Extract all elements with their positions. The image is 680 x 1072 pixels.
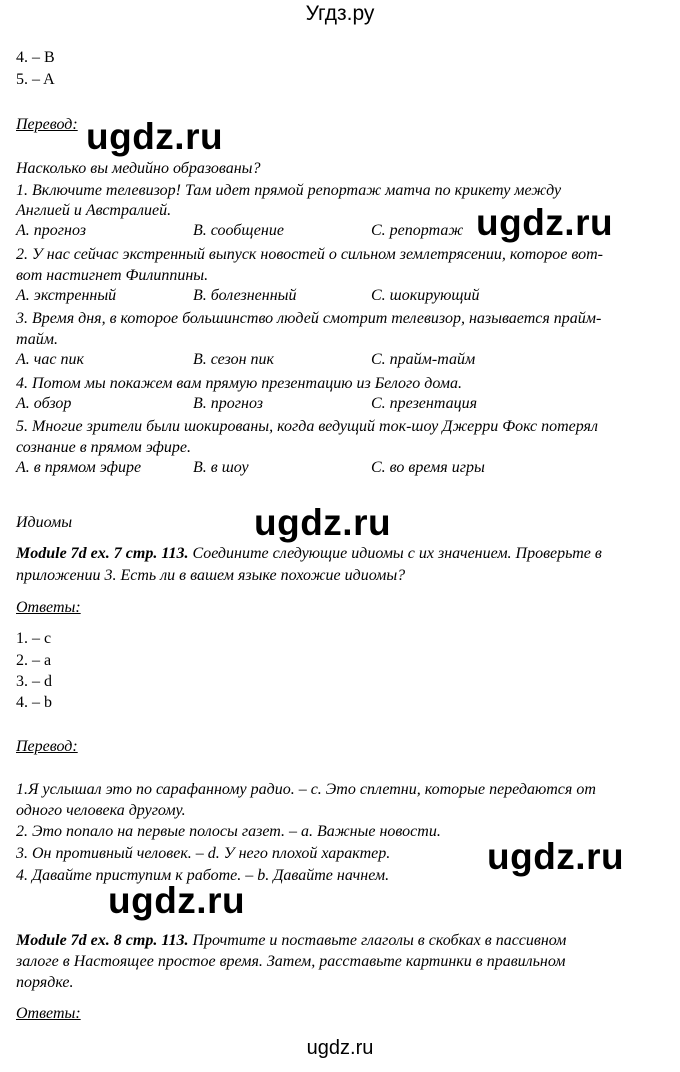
question-3-option-b: B. сезон пик xyxy=(193,351,275,368)
question-2-line-1: 2. У нас сейчас экстренный выпуск новостей о сильном землетрясении, которое вот- xyxy=(16,246,604,263)
quiz-title: Насколько вы медийно образованы? xyxy=(16,160,261,177)
question-1-line-2: Англией и Австралией. xyxy=(16,202,172,219)
ex7-answers-label: Ответы: xyxy=(16,599,81,616)
ex7-answer-1: 1. – c xyxy=(16,630,52,647)
question-1-line-1: 1. Включите телевизор! Там идет прямой репортаж матча по крикету между xyxy=(16,182,562,199)
ex8-task-line-2: залоге в Настоящее простое время. Затем, расставьте картинки в правильном xyxy=(16,953,566,970)
question-2-option-c: C. шокирующий xyxy=(371,287,480,304)
question-4-line-1: 4. Потом мы покажем вам прямую презентацию из Белого дома. xyxy=(16,375,462,392)
question-3-option-c: C. прайм-тайм xyxy=(371,351,476,368)
watermark: ugdz.ru xyxy=(254,502,392,543)
site-footer[interactable]: ugdz.ru xyxy=(306,1037,374,1059)
question-4-option-a: A. обзор xyxy=(16,395,72,412)
question-5-line-2: сознание в прямом эфире. xyxy=(16,439,191,456)
ex7-task-line-2: приложении 3. Есть ли в вашем языке похожие идиомы? xyxy=(16,567,406,584)
answer-4: 4. – B xyxy=(16,49,55,66)
watermark: ugdz.ru xyxy=(108,880,246,921)
question-2-option-b: B. болезненный xyxy=(193,287,297,304)
ex8-reference: Module 7d ex. 8 стр. 113. xyxy=(16,932,189,949)
question-5-line-1: 5. Многие зрители были шокированы, когда ведущий ток-шоу Джерри Фокс потерял xyxy=(16,418,598,435)
ex7-translation-line-3: 2. Это попало на первые полосы газет. – a. Важные новости. xyxy=(16,823,441,840)
watermark: ugdz.ru xyxy=(487,836,625,877)
question-4-option-b: B. прогноз xyxy=(193,395,263,412)
watermark: ugdz.ru xyxy=(86,116,224,157)
answer-5: 5. – A xyxy=(16,71,55,88)
watermark: ugdz.ru xyxy=(476,202,614,243)
ex7-answer-4: 4. – b xyxy=(16,694,52,711)
question-2-line-2: вот настигнет Филиппины. xyxy=(16,267,209,284)
site-header[interactable]: Угдз.ру xyxy=(305,2,375,25)
ex8-task-text: Прочтите и поставьте глаголы в скобках в пассивном xyxy=(188,932,567,949)
question-3-line-1: 3. Время дня, в которое большинство людей смотрит телевизор, называется прайм- xyxy=(16,310,602,327)
translation-label: Перевод: xyxy=(16,116,78,133)
question-5-option-c: C. во время игры xyxy=(371,459,485,476)
ex7-translation-line-4: 3. Он противный человек. – d. У него плохой характер. xyxy=(16,845,391,862)
ex7-translation-line-1: 1.Я услышал это по сарафанному радио. – c. Это сплетни, которые передаются от xyxy=(16,781,596,798)
ex8-task-line-3: порядке. xyxy=(16,974,74,991)
question-2-option-a: A. экстренный xyxy=(16,287,117,304)
ex8-answers-label: Ответы: xyxy=(16,1005,81,1022)
ex7-translation-line-5: 4. Давайте приступим к работе. – b. Давайте начнем. xyxy=(16,867,390,884)
question-5-option-a: A. в прямом эфире xyxy=(16,459,142,476)
question-1-option-c: C. репортаж xyxy=(371,222,464,239)
question-1-option-b: B. сообщение xyxy=(193,222,284,239)
question-1-option-a: A. прогноз xyxy=(16,222,86,239)
ex7-translation-label: Перевод: xyxy=(16,738,78,755)
ex7-task-text: Соедините следующие идиомы с их значением. Проверьте в xyxy=(188,545,602,562)
question-5-option-b: B. в шоу xyxy=(193,459,249,476)
question-3-option-a: A. час пик xyxy=(16,351,84,368)
ex7-translation-line-2: одного человека другому. xyxy=(16,802,186,819)
idioms-heading: Идиомы xyxy=(16,514,73,531)
question-4-option-c: C. презентация xyxy=(371,395,478,412)
ex7-answer-2: 2. – a xyxy=(16,652,52,669)
ex8-task-line-1 xyxy=(16,930,566,951)
question-3-line-2: тайм. xyxy=(16,331,58,348)
ex7-task-line-1 xyxy=(16,543,602,564)
ex7-reference: Module 7d ex. 7 стр. 113. xyxy=(16,545,189,562)
ex7-answer-3: 3. – d xyxy=(16,673,52,690)
